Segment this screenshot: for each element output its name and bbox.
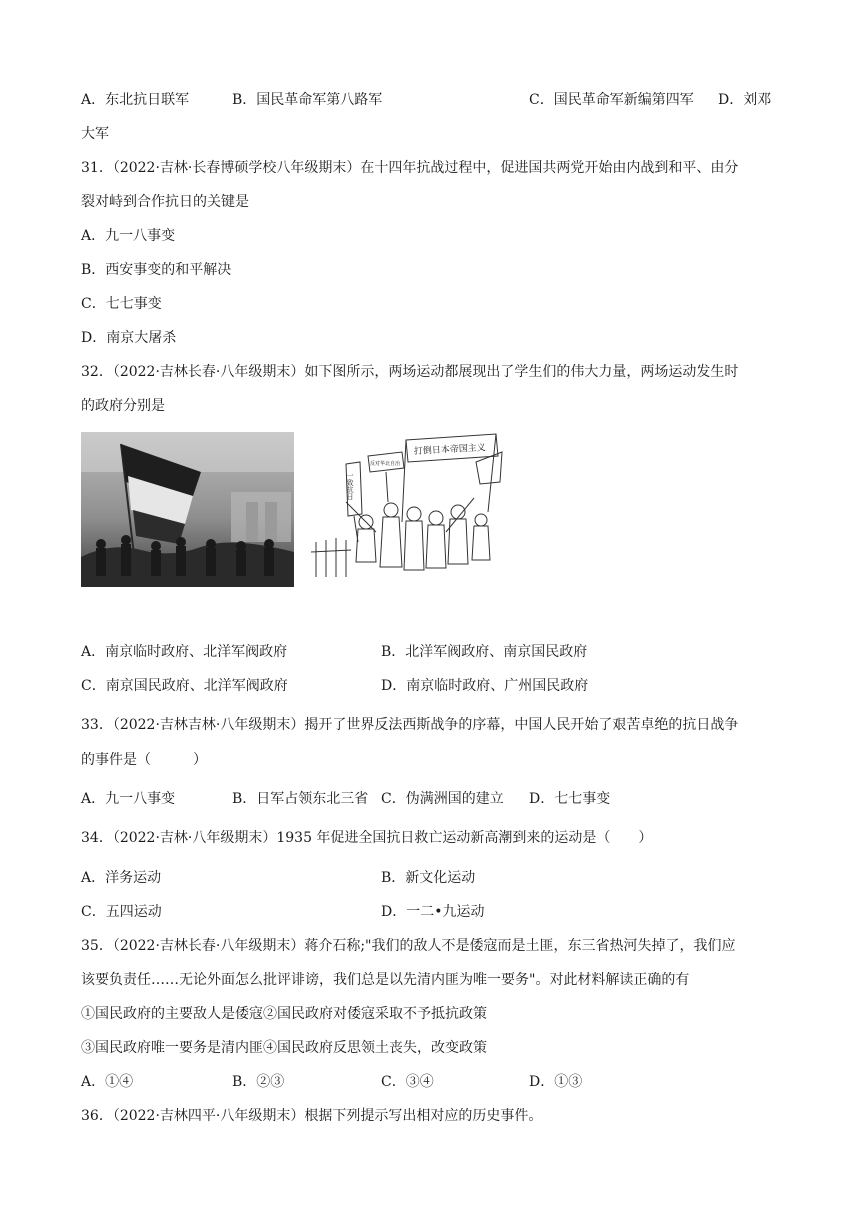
q31-option-b: B．西安事变的和平解决 [81,262,232,278]
q32-stem-cont: 的政府分别是 [81,398,165,414]
q30-option-c: C．国民革命军新编第四军 [529,92,694,108]
q30-option-a: A．东北抗日联军 [81,92,190,108]
q33-option-c: C．伪满洲国的建立 [381,791,504,807]
sign-1-text: 一致抗日 [346,472,354,500]
protest-photo [81,432,294,587]
q36-stem: 36．（2022·吉林四平·八年级期末）根据下列提示写出相对应的历史事件。 [81,1108,543,1124]
q31-option-c: C．七七事变 [81,296,162,312]
q35-option-d: D．①③ [529,1074,583,1090]
banner-text: 打倒日本帝国主义 [413,443,487,457]
q31-option-d: D．南京大屠杀 [81,330,177,346]
q35-stem: 35．（2022·吉林长春·八年级期末）蒋介石称;"我们的敌人不是倭寇而是土匪，东三省热河失掉了，我们应 [81,938,736,954]
q34-option-a: A．洋务运动 [81,870,162,886]
protest-sketch [306,432,506,587]
q30-option-d-cont: 大军 [81,126,109,142]
q31-stem-cont: 裂对峙到合作抗日的关键是 [81,194,249,210]
q33-option-a: A．九一八事变 [81,791,176,807]
q34-option-d: D．一二•九运动 [381,904,485,920]
q33-stem: 33．（2022·吉林吉林·八年级期末）揭开了世界反法西斯战争的序幕，中国人民开始了艰苦卓绝的抗日战争 [81,717,739,733]
q34-option-b: B．新文化运动 [381,870,476,886]
q35-stem-cont: 该要负责任……无论外面怎么批评诽谤，我们总是以先清内匪为唯一要务"。对此材料解读正确的有 [81,972,690,988]
sign-2-text: 反对华北自治 [370,461,401,467]
q32-option-c: C．南京国民政府、北洋军阀政府 [81,678,288,694]
q34-stem: 34．（2022·吉林·八年级期末）1935 年促进全国抗日救亡运动新高潮到来的运动是（ ） [81,830,653,846]
q31-option-a: A．九一八事变 [81,228,176,244]
q30-option-b: B．国民革命军第八路军 [232,92,383,108]
q35-option-c: C．③④ [381,1074,434,1090]
q33-stem-cont: 的事件是（ ） [81,752,207,768]
q35-statement-2: ③国民政府唯一要务是清内匪④国民政府反思领土丧失，改变政策 [81,1040,487,1056]
q32-option-b: B．北洋军阀政府、南京国民政府 [381,644,588,660]
q35-option-b: B．②③ [232,1074,285,1090]
q32-option-a: A．南京临时政府、北洋军阀政府 [81,644,288,660]
q31-stem: 31．（2022·吉林·长春博硕学校八年级期末）在十四年抗战过程中，促进国共两党开始由内战到和平、由分 [81,160,739,176]
q32-option-d: D．南京临时政府、广州国民政府 [381,678,589,694]
q35-option-a: A．①④ [81,1074,134,1090]
q35-statement-1: ①国民政府的主要敌人是倭寇②国民政府对倭寇采取不予抵抗政策 [81,1006,487,1022]
q33-option-d: D．七七事变 [529,791,611,807]
q33-option-b: B．日军占领东北三省 [232,791,369,807]
q30-option-d: D．刘邓 [718,92,772,108]
q32-stem: 32．（2022·吉林长春·八年级期末）如下图所示，两场运动都展现出了学生们的伟大力量，两场运动发生时 [81,364,739,380]
q34-option-c: C．五四运动 [81,904,162,920]
